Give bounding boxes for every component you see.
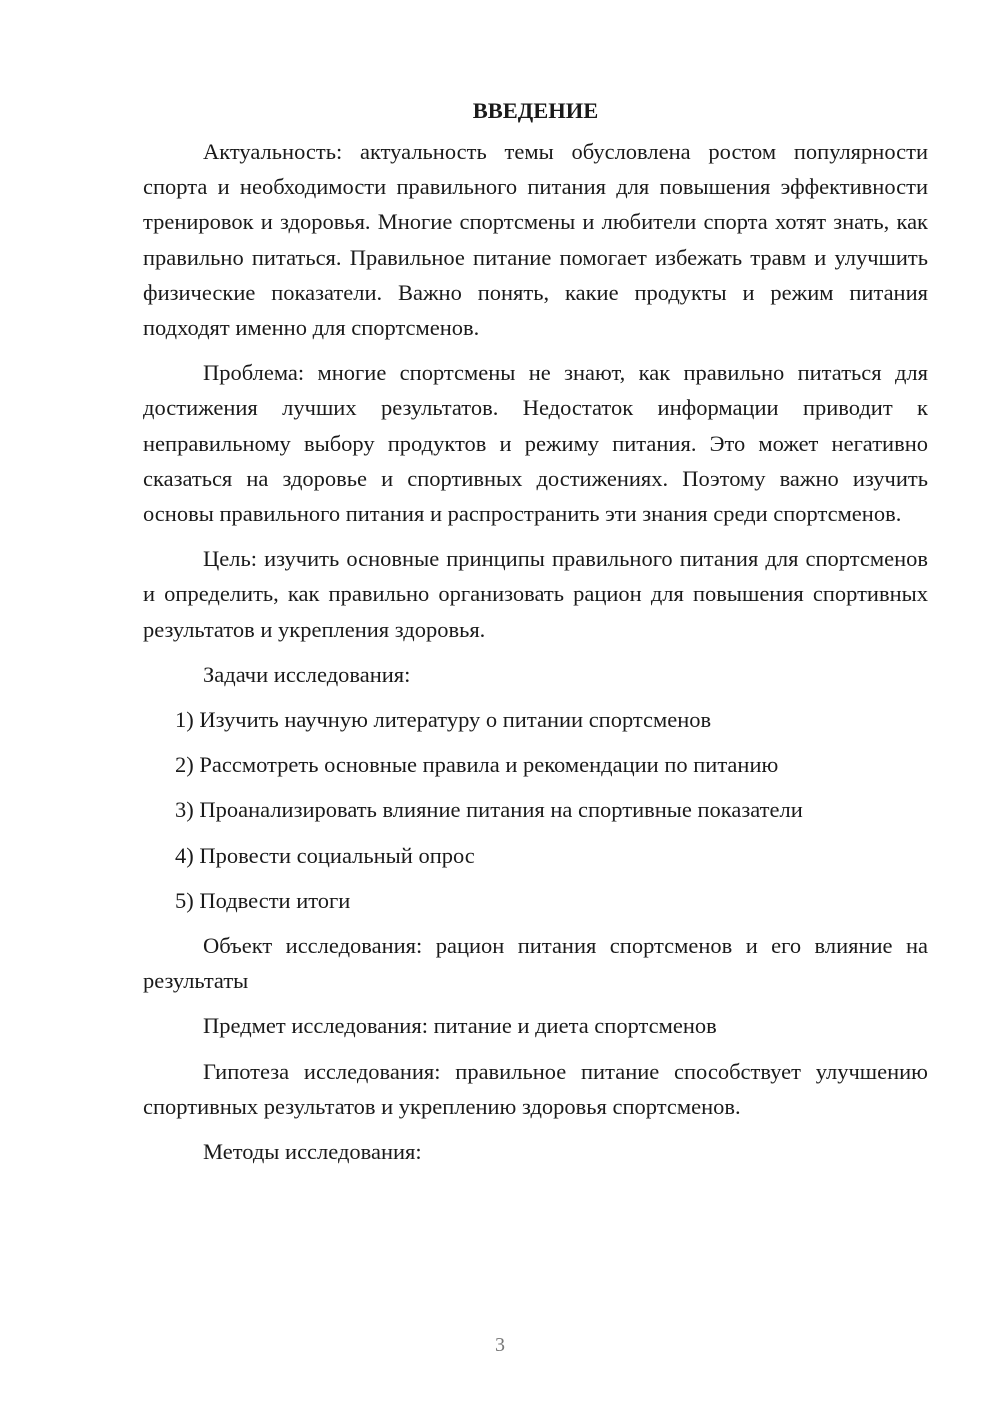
section-title: ВВЕДЕНИЕ [472,98,599,123]
relevance-paragraph: Актуальность: актуальность темы обусловлена ростом популярности спорта и необходимости правильного питания для повышения эффективности тренировок и здоровья. Многие спортсмены и любители спорта хотят знать, как правильно питаться. Правильное питание помогает избежать травм и улучшить физические показатели. Важно понять, какие продукты и режим питания подходят именно для спортсменов. [143,139,928,341]
list-item: 2) Рассмотреть основные правила и рекомендации по питанию [175,752,779,778]
tasks-heading: Задачи исследования: [203,661,411,687]
goal-paragraph: Цель: изучить основные принципы правильного питания для спортсменов и определить, как правильно организовать рацион для повышения спортивных результатов и укрепления здоровья. [143,546,928,642]
list-item: 5) Подвести итоги [175,887,351,913]
hypothesis-paragraph: Гипотеза исследования: правильное питание способствует улучшению спортивных результатов и укреплению здоровья спортсменов. [143,1058,928,1119]
tasks-list [143,702,928,918]
subject-paragraph: Предмет исследования: питание и диета спортсменов [203,1013,717,1039]
methods-heading: Методы исследования: [203,1139,422,1165]
list-item: 4) Провести социальный опрос [175,842,475,868]
page-number: 3 [495,1334,505,1356]
document-page [143,94,928,1179]
problem-paragraph: Проблема: многие спортсмены не знают, как правильно питаться для достижения лучших результатов. Недостаток информации приводит к неправильному выбору продуктов и режиму питания. Это может негативно сказаться на здоровье и спортивных достижениях. Поэтому важно изучить основы правильного питания и распространить эти знания среди спортсменов. [143,360,928,527]
list-item: 1) Изучить научную литературу о питании спортсменов [175,707,712,733]
list-item: 3) Проанализировать влияние питания на спортивные показатели [175,797,803,823]
object-paragraph: Объект исследования: рацион питания спортсменов и его влияние на результаты [143,933,928,994]
